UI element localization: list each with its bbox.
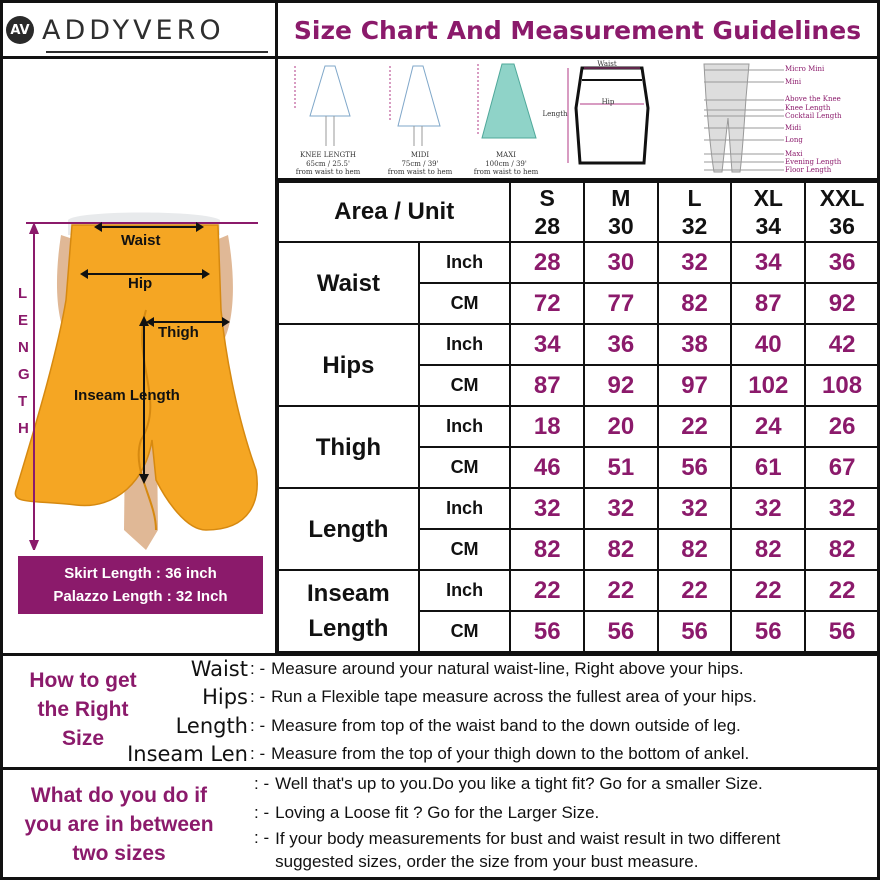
- table-row: [278, 488, 879, 529]
- table-cell: 32: [805, 488, 879, 529]
- size-header: [731, 182, 805, 242]
- length-ref-label: Knee Length: [785, 104, 831, 112]
- table-cell: 56: [584, 611, 658, 652]
- table-cell: 38: [658, 324, 732, 365]
- pencil-hip-label: Hip: [601, 98, 615, 106]
- tip-text: If your body measurements for bust and waist result in two different suggested sizes, order the size from your bust measure.: [275, 829, 781, 871]
- guide-text: Run a Flexible tape measure across the fullest area of your hips.: [271, 687, 757, 706]
- guide-separator: : -: [250, 687, 266, 706]
- table-cell: 32: [510, 488, 584, 529]
- table-cell: 72: [510, 283, 584, 324]
- midi-caption-note: from waist to hem: [387, 168, 453, 176]
- unit-label: CM: [419, 447, 511, 488]
- length-letter: N: [18, 339, 29, 356]
- unit-label: Inch: [419, 570, 511, 611]
- table-cell: 32: [731, 488, 805, 529]
- tip-item: [252, 799, 599, 827]
- brand-logo: [6, 14, 268, 46]
- tip-item: [252, 770, 763, 798]
- table-cell: 67: [805, 447, 879, 488]
- unit-label: Inch: [419, 406, 511, 447]
- unit-label: CM: [419, 611, 511, 652]
- guide-item: [100, 655, 744, 683]
- unit-label: CM: [419, 283, 511, 324]
- unit-label: Inch: [419, 324, 511, 365]
- guide-term: Inseam Len: [127, 742, 248, 766]
- table-row: [278, 242, 879, 283]
- table-cell: 82: [584, 529, 658, 570]
- table-cell: 46: [510, 447, 584, 488]
- table-cell: 102: [731, 365, 805, 406]
- skirt-illustration: [6, 60, 274, 550]
- length-ref-label: Midi: [785, 124, 802, 132]
- table-cell: 24: [731, 406, 805, 447]
- area-name: Waist: [278, 242, 419, 324]
- table-cell: 56: [805, 611, 879, 652]
- size-header: [584, 182, 658, 242]
- table-cell: 56: [731, 611, 805, 652]
- unit-label: CM: [419, 365, 511, 406]
- tip-text: Well that's up to you.Do you like a tight fit? Go for a smaller Size.: [275, 774, 763, 793]
- size-label: S: [539, 185, 555, 211]
- hip-label: Hip: [128, 275, 153, 292]
- table-cell: 34: [731, 242, 805, 283]
- how-to-heading: How to get the Right Size: [29, 669, 137, 750]
- size-header: [510, 182, 584, 242]
- guide-separator: : -: [250, 716, 266, 735]
- guide-separator: : -: [250, 659, 266, 678]
- size-header: [805, 182, 879, 242]
- maxi-caption-note: from waist to hem: [473, 168, 539, 176]
- table-cell: 97: [658, 365, 732, 406]
- size-number: 32: [681, 213, 708, 239]
- area-name: Inseam Length: [278, 570, 419, 652]
- size-header: [658, 182, 732, 242]
- table-cell: 82: [510, 529, 584, 570]
- length-letter: E: [18, 312, 29, 329]
- guide-term: Length: [175, 714, 248, 738]
- pencil-skirt-figure: [542, 58, 672, 178]
- length-ref-label: Maxi: [785, 150, 803, 158]
- table-cell: 82: [731, 529, 805, 570]
- tip-text: Loving a Loose fit ? Go for the Larger Size.: [275, 803, 600, 822]
- guide-text: Measure from top of the waist band to the down outside of leg.: [271, 716, 741, 735]
- knee-caption-title: KNEE LENGTH: [299, 151, 357, 159]
- skirt-illustration-panel: [6, 60, 274, 648]
- table-cell: 34: [510, 324, 584, 365]
- table-cell: 30: [584, 242, 658, 283]
- unit-label: CM: [419, 529, 511, 570]
- length-letter: H: [18, 420, 29, 437]
- size-number: 36: [829, 213, 855, 239]
- midi-caption-measure: 75cm / 39': [401, 160, 439, 168]
- area-unit-header: Area / Unit: [278, 182, 510, 242]
- guide-item: [100, 712, 741, 740]
- table-cell: 22: [584, 570, 658, 611]
- length-ref-label: Above the Knee: [785, 95, 841, 103]
- length-badge: [18, 556, 263, 614]
- pencil-waist-label: Waist: [597, 60, 617, 68]
- length-letter: T: [18, 393, 28, 410]
- table-cell: 77: [584, 283, 658, 324]
- logo-underline: [46, 51, 268, 53]
- area-name: Length: [278, 488, 419, 570]
- guide-term: Waist: [190, 657, 248, 681]
- table-row: [278, 570, 879, 611]
- table-cell: 20: [584, 406, 658, 447]
- table-cell: 32: [658, 488, 732, 529]
- length-ref-label: Evening Length: [785, 158, 842, 166]
- table-cell: 56: [658, 611, 732, 652]
- table-cell: 18: [510, 406, 584, 447]
- table-cell: 22: [510, 570, 584, 611]
- table-cell: 26: [805, 406, 879, 447]
- table-cell: 36: [805, 242, 879, 283]
- tip-separator: : -: [254, 803, 270, 822]
- length-ref-label: Mini: [785, 78, 802, 86]
- table-row: [278, 324, 879, 365]
- table-cell: 56: [658, 447, 732, 488]
- thigh-label: Thigh: [158, 324, 199, 341]
- size-label: M: [611, 185, 631, 211]
- guide-item: [100, 683, 757, 711]
- palazzo-length-text: Palazzo Length : 32 Inch: [53, 588, 228, 605]
- size-table: [277, 181, 880, 653]
- length-letter: L: [18, 285, 28, 302]
- table-header-row: [278, 182, 879, 242]
- table-cell: 22: [658, 406, 732, 447]
- table-cell: 87: [731, 283, 805, 324]
- table-cell: 32: [584, 488, 658, 529]
- brand-name: ADDYVERO: [42, 14, 225, 46]
- table-cell: 28: [510, 242, 584, 283]
- size-number: 34: [755, 213, 782, 239]
- table-cell: 51: [584, 447, 658, 488]
- size-number: 30: [608, 213, 634, 239]
- table-row: [278, 406, 879, 447]
- inseam-label: Inseam Length: [74, 387, 180, 404]
- skirt-length-text: Skirt Length : 36 inch: [64, 565, 217, 582]
- table-cell: 92: [584, 365, 658, 406]
- size-label: XL: [753, 185, 783, 211]
- length-letter: G: [18, 366, 30, 383]
- guide-item: [100, 740, 749, 768]
- waist-label: Waist: [121, 232, 161, 249]
- table-cell: 22: [658, 570, 732, 611]
- length-ref-label: Cocktail Length: [785, 112, 842, 120]
- unit-label: Inch: [419, 242, 511, 283]
- guide-term: Hips: [202, 685, 248, 709]
- length-ref-label: Long: [785, 136, 803, 144]
- tip-separator: : -: [254, 774, 270, 793]
- table-cell: 40: [731, 324, 805, 365]
- maxi-caption-measure: 100cm / 39': [485, 160, 527, 168]
- area-name: Hips: [278, 324, 419, 406]
- tip-item: [252, 827, 850, 877]
- table-cell: 108: [805, 365, 879, 406]
- table-cell: 42: [805, 324, 879, 365]
- knee-caption-note: from waist to hem: [295, 168, 361, 176]
- page-title: Size Chart And Measurement Guidelines: [293, 15, 862, 45]
- table-cell: 32: [658, 242, 732, 283]
- table-cell: 87: [510, 365, 584, 406]
- reference-images: [280, 58, 876, 178]
- size-label: L: [687, 185, 702, 211]
- area-name: Thigh: [278, 406, 419, 488]
- tip-separator: : -: [254, 828, 270, 847]
- logo-mark-icon: AV: [6, 16, 34, 44]
- table-cell: 61: [731, 447, 805, 488]
- table-cell: 22: [805, 570, 879, 611]
- size-number: 28: [534, 213, 560, 239]
- size-label: XXL: [819, 185, 865, 211]
- table-cell: 92: [805, 283, 879, 324]
- unit-label: Inch: [419, 488, 511, 529]
- guide-separator: : -: [250, 744, 266, 763]
- knee-caption-measure: 65cm / 25.5': [306, 160, 350, 168]
- length-vertical-label: [18, 280, 30, 442]
- table-cell: 56: [510, 611, 584, 652]
- guide-text: Measure from the top of your thigh down to the bottom of ankel.: [271, 744, 750, 763]
- table-cell: 82: [658, 283, 732, 324]
- maxi-caption-title: MAXI: [496, 151, 516, 159]
- pencil-length-label: Length: [542, 110, 568, 118]
- table-cell: 82: [658, 529, 732, 570]
- between-sizes-heading: What do you do if you are in between two sizes: [24, 784, 214, 865]
- length-ref-label: Micro Mini: [785, 65, 825, 73]
- table-cell: 36: [584, 324, 658, 365]
- midi-caption-title: MIDI: [410, 151, 430, 159]
- guide-text: Measure around your natural waist-line, Right above your hips.: [271, 659, 744, 678]
- table-cell: 82: [805, 529, 879, 570]
- length-ref-label: Floor Length: [785, 166, 832, 174]
- table-cell: 22: [731, 570, 805, 611]
